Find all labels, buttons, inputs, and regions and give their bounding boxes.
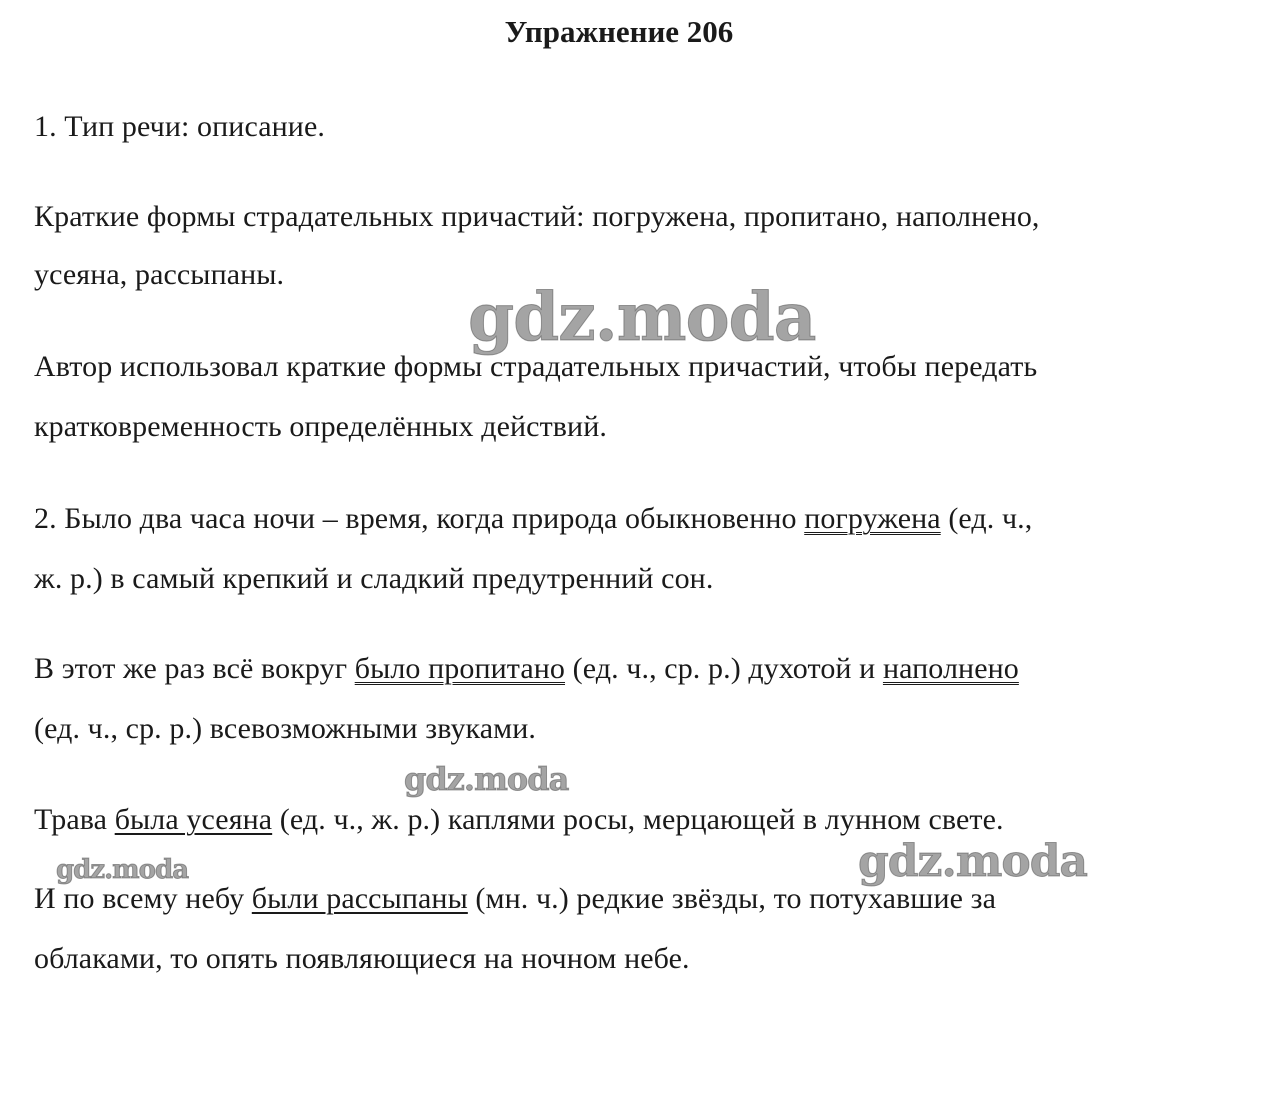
paragraph-author-line2: кратковременность определённых действий.: [34, 410, 607, 443]
paragraph-speech-type: 1. Тип речи: описание.: [34, 110, 325, 143]
paragraph-author-line1: Автор использовал краткие формы страдательных причастий, чтобы передать: [34, 350, 1038, 383]
watermark-small: gdz.moda: [56, 855, 189, 885]
sentence-4-line1: [34, 882, 996, 916]
exercise-title: Упражнение 206: [504, 14, 734, 49]
sentence-3-text: Трава: [34, 803, 115, 836]
participle-rassypany: были рассыпаны: [251, 882, 468, 915]
sentence-1-text: 2. Было два часа ночи – время, когда природа обыкновенно: [34, 502, 805, 535]
paragraph-short-forms-line2: усеяна, рассыпаны.: [34, 258, 285, 291]
watermark-right: gdz.moda: [858, 836, 1088, 887]
sentence-4-grammar: (мн. ч.) редкие звёзды, то потухавшие за: [467, 882, 997, 915]
sentence-4-line2: облаками, то опять появляющиеся на ночном небе.: [34, 942, 690, 975]
sentence-3: [34, 803, 1004, 837]
participle-napolneno: наполнено: [882, 652, 1019, 685]
watermark-large: gdz.moda: [468, 278, 816, 356]
sentence-4-text: И по всему небу: [34, 882, 252, 915]
paragraph-short-forms-line1: Краткие формы страдательных причастий: погружена, пропитано, наполнено,: [34, 200, 1040, 233]
sentence-1-grammar: (ед. ч.,: [940, 502, 1033, 535]
participle-propitano: было пропитано: [354, 652, 566, 685]
sentence-2-line1: [34, 652, 1019, 686]
sentence-3-grammar: (ед. ч., ж. р.) каплями росы, мерцающей в лунном свете.: [272, 803, 1004, 836]
watermark-medium: gdz.moda: [404, 760, 569, 798]
sentence-1-line2: ж. р.) в самый крепкий и сладкий предутренний сон.: [34, 562, 714, 595]
participle-pogruzhena: погружена: [804, 502, 941, 535]
participle-useyana: была усеяна: [114, 803, 273, 836]
sentence-2-grammar: (ед. ч., ср. р.) духотой и: [565, 652, 883, 685]
sentence-2-line2: (ед. ч., ср. р.) всевозможными звуками.: [34, 712, 537, 745]
sentence-2-text: В этот же раз всё вокруг: [34, 652, 355, 685]
sentence-1-line1: [34, 502, 1032, 536]
